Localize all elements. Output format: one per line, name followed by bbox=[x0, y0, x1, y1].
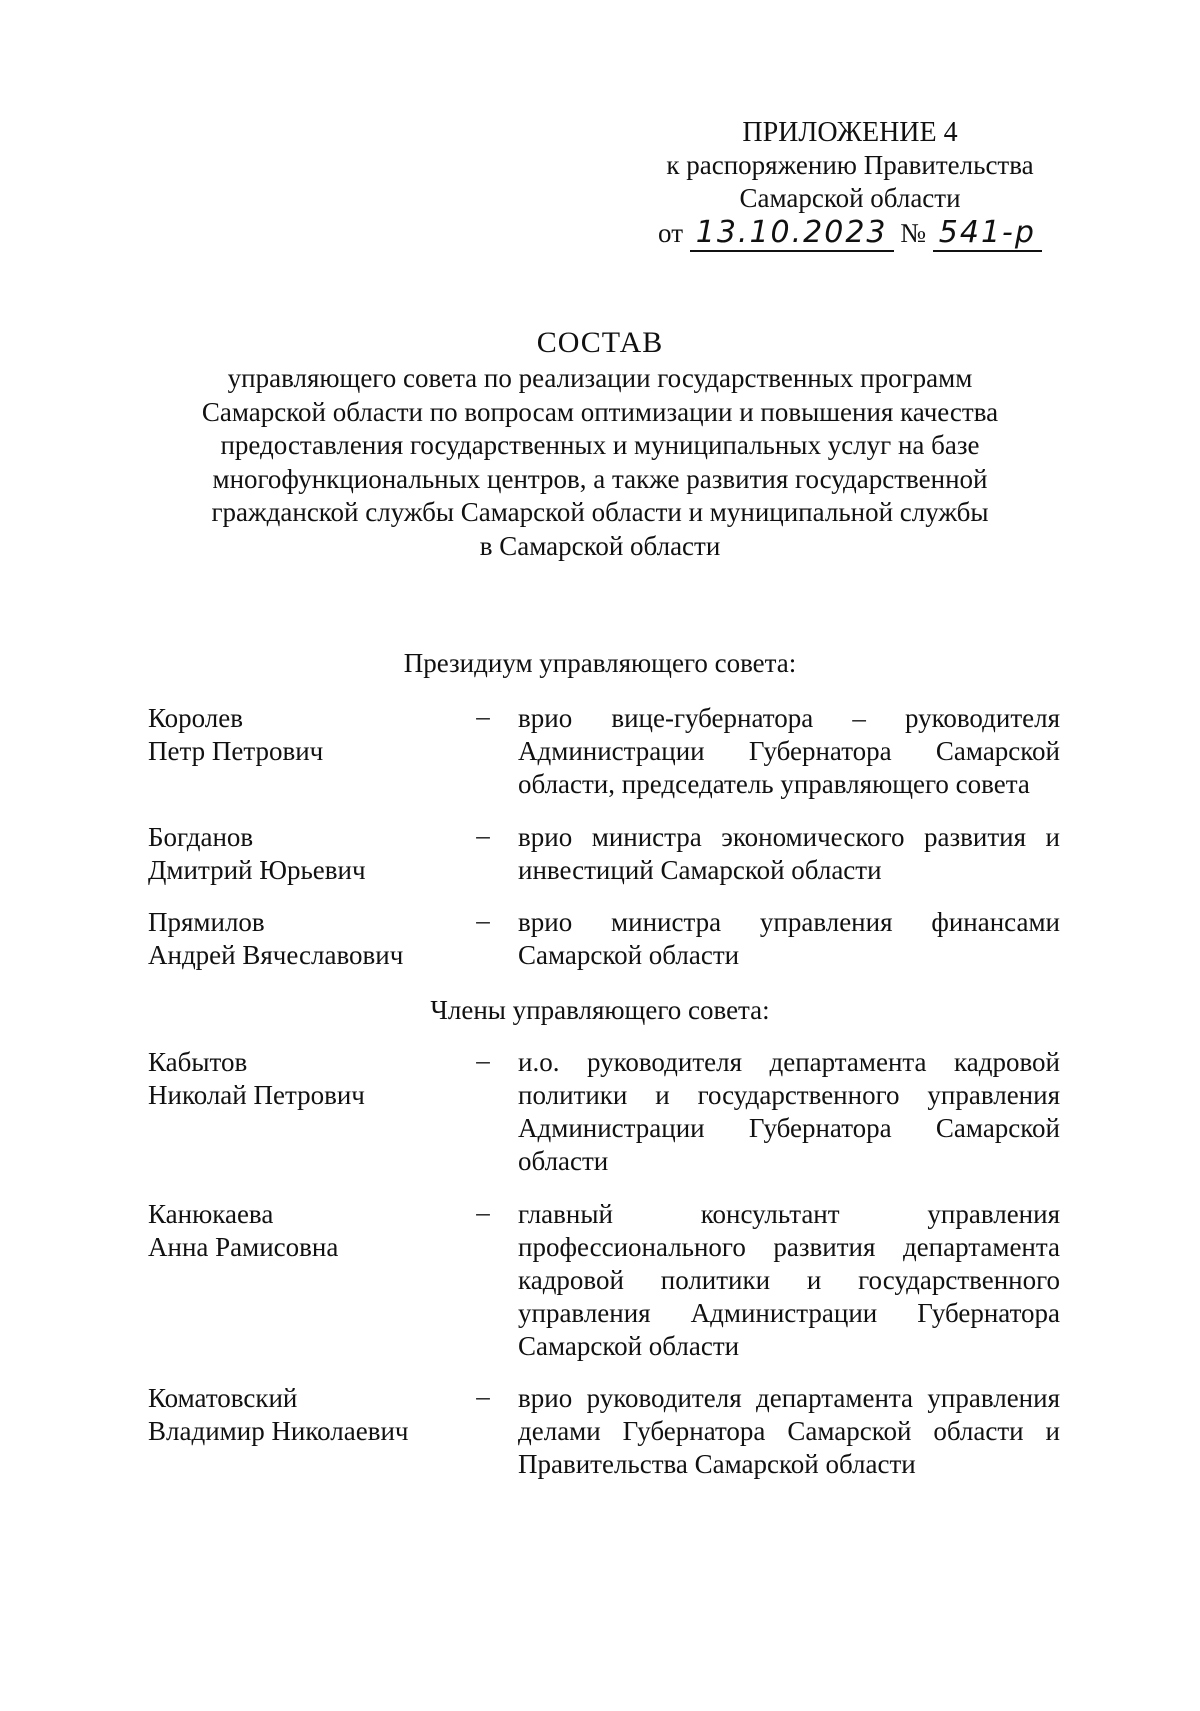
member-dash: – bbox=[476, 905, 490, 935]
date-prefix: от bbox=[658, 218, 683, 248]
member-surname: Прямилов bbox=[148, 907, 265, 937]
subtitle-line: гражданской службы Самарской области и муниципальной службы bbox=[211, 497, 989, 527]
member-given-name: Николай Петрович bbox=[148, 1080, 365, 1110]
member-dash: – bbox=[476, 1197, 490, 1227]
subtitle-line: управляющего совета по реализации государственных программ bbox=[227, 363, 973, 393]
subtitle-line: в Самарской области bbox=[479, 530, 721, 561]
member-name bbox=[148, 702, 448, 768]
member-given-name: Петр Петрович bbox=[148, 736, 324, 766]
member-role: врио вице-губернатора – руководителя Администрации Губернатора Самарской области, председатель управляющего совета bbox=[518, 703, 1060, 799]
member-name bbox=[148, 1198, 448, 1264]
member-name bbox=[148, 1382, 448, 1448]
member-role: главный консультант управления профессионального развития департамента кадровой политики и государственного управления Администрации Губернатора Самарской области bbox=[518, 1199, 1060, 1361]
member-surname: Канюкаева bbox=[148, 1199, 274, 1229]
member-role: врио министра экономического развития и инвестиций Самарской области bbox=[518, 822, 1060, 885]
member-surname: Богданов bbox=[148, 822, 254, 852]
member-dash: – bbox=[476, 820, 490, 850]
member-given-name: Андрей Вячеславович bbox=[148, 940, 404, 970]
member-dash: – bbox=[476, 701, 490, 731]
member-role: врио министра управления финансами Самарской области bbox=[518, 907, 1060, 970]
member-name bbox=[148, 821, 448, 887]
member-surname: Королев bbox=[148, 703, 244, 733]
member-role: и.о. руководителя департамента кадровой политики и государственного управления Администрации Губернатора Самарской области bbox=[518, 1047, 1060, 1176]
member-dash: – bbox=[476, 1045, 490, 1075]
appendix-line-2: Самарской области bbox=[739, 183, 961, 213]
member-dash: – bbox=[476, 1381, 490, 1411]
appendix-header bbox=[640, 116, 1060, 250]
member-role: врио руководителя департамента управления делами Губернатора Самарской области и Правительства Самарской области bbox=[518, 1383, 1060, 1479]
number-prefix: № bbox=[900, 218, 927, 248]
presidium-heading: Президиум управляющего совета: bbox=[403, 648, 797, 678]
document-subtitle bbox=[150, 362, 1050, 563]
subtitle-line: Самарской области по вопросам оптимизации и повышения качества bbox=[201, 396, 999, 427]
order-date-line bbox=[658, 217, 1042, 250]
member-surname: Кабытов bbox=[148, 1047, 248, 1077]
council-heading: Члены управляющего совета: bbox=[430, 995, 770, 1025]
order-date: 13.10.2023 bbox=[690, 215, 894, 252]
appendix-label: ПРИЛОЖЕНИЕ 4 bbox=[742, 117, 958, 148]
member-name bbox=[148, 1046, 448, 1112]
order-number: 541-р bbox=[933, 215, 1042, 252]
member-given-name: Дмитрий Юрьевич bbox=[148, 855, 366, 885]
subtitle-line: многофункциональных центров, а также развития государственной bbox=[212, 463, 988, 494]
member-given-name: Владимир Николаевич bbox=[148, 1416, 409, 1446]
member-given-name: Анна Рамисовна bbox=[148, 1232, 339, 1262]
document-title: СОСТАВ bbox=[536, 326, 664, 359]
subtitle-line: предоставления государственных и муниципальных услуг на базе bbox=[220, 430, 980, 460]
member-name bbox=[148, 906, 448, 972]
member-surname: Коматовский bbox=[148, 1383, 298, 1413]
appendix-line-1: к распоряжению Правительства bbox=[666, 150, 1034, 180]
